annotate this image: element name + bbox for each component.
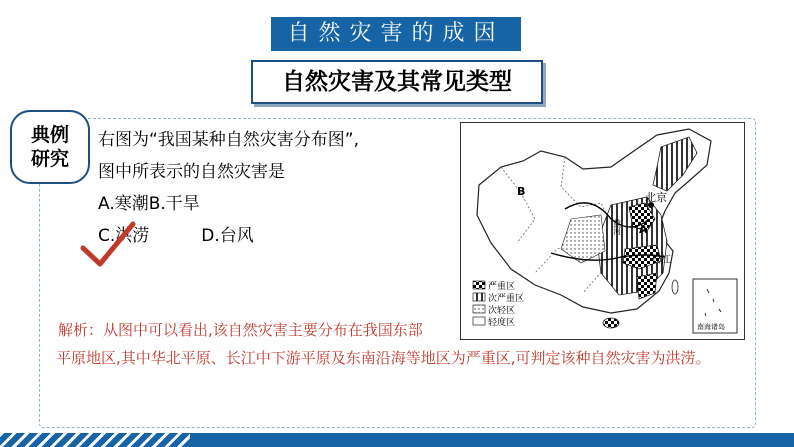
analysis-line-1: 解析：从图中可以看出,该自然灾害主要分布在我国东部 <box>58 321 423 339</box>
option-c[interactable]: C.洪涝 <box>98 226 150 246</box>
legend-label-0: 严重区 <box>488 282 516 292</box>
taiwan-island <box>672 280 678 294</box>
china-map-icon <box>461 123 744 339</box>
analysis-block <box>56 316 756 372</box>
analysis-line-2: 平原地区,其中华北平原、长江中下游平原及东南沿海等地区为严重区,可判定该种自然灾害为洪涝。 <box>56 349 711 367</box>
map-label-huanghe: 黄河 <box>612 219 622 235</box>
question-block <box>98 124 359 252</box>
legend-label-3: 轻度区 <box>488 318 516 328</box>
options-row-1 <box>98 188 359 220</box>
badge-line-2: 研究 <box>30 148 69 170</box>
question-line-1: 右图为“我国某种自然灾害分布图”, <box>98 130 360 150</box>
option-b[interactable]: B.干旱 <box>148 194 200 214</box>
check-mark-icon <box>80 218 136 268</box>
map-label-b: B <box>517 185 526 198</box>
map-label-a: A <box>639 223 648 236</box>
example-badge <box>10 110 90 184</box>
option-d[interactable]: D.台风 <box>201 226 254 246</box>
legend-label-1: 次严重区 <box>488 294 525 304</box>
bottom-stripes <box>0 433 190 447</box>
badge-line-1: 典例 <box>30 124 69 146</box>
option-a[interactable]: A.寒潮 <box>98 194 149 214</box>
question-line-2: 图中所表示的自然灾害是 <box>98 162 285 182</box>
disaster-distribution-map <box>460 122 745 340</box>
section-subtitle: 自然灾害及其常见类型 <box>251 60 543 104</box>
options-row-2 <box>98 220 359 252</box>
page-title: 自然灾害的成因 <box>271 17 521 51</box>
legend-label-2: 次轻区 <box>488 306 516 316</box>
map-label-beijing: 北京 <box>645 191 667 204</box>
map-label-changjiang: 长江 <box>651 255 671 266</box>
inset-label: 南海诸岛 <box>697 323 725 331</box>
